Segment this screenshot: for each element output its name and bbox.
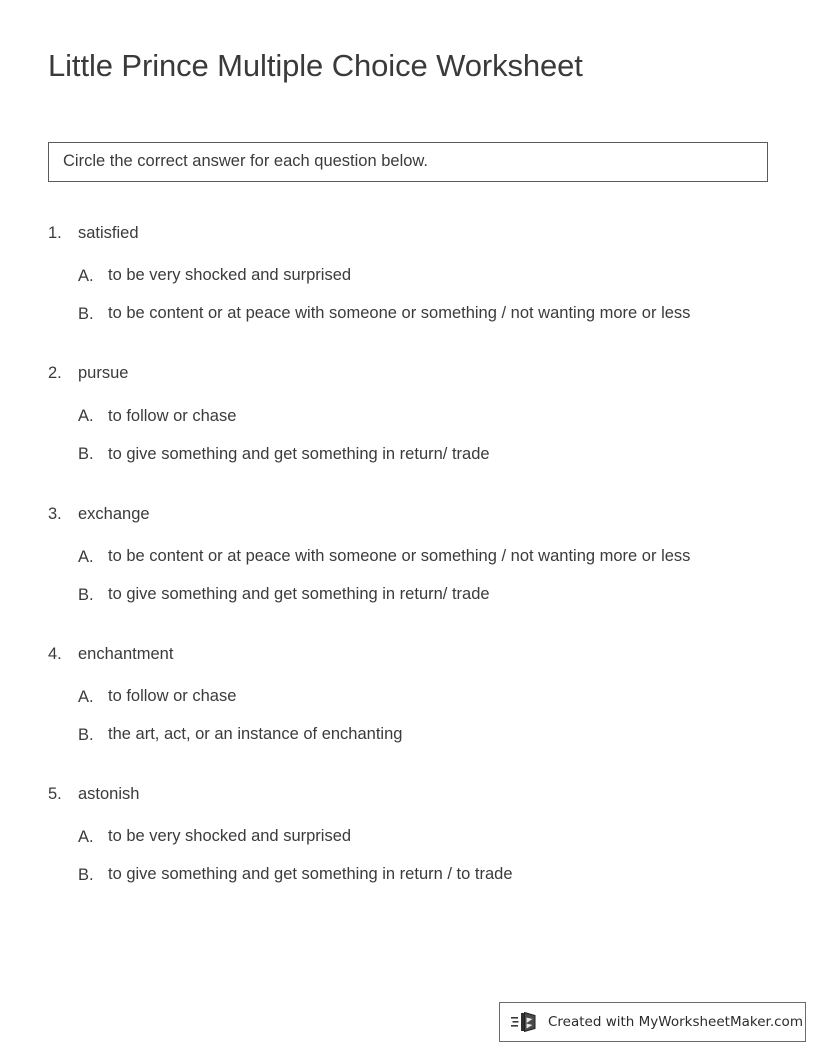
option-letter: B. (78, 866, 94, 885)
option-text: to follow or chase (108, 687, 237, 706)
option-letter: B. (78, 305, 94, 324)
option-letter: A. (78, 407, 94, 426)
option-text: to be very shocked and surprised (108, 827, 352, 846)
question-block (0, 783, 816, 923)
question-term: astonish (78, 785, 140, 804)
option-text: the art, act, or an instance of enchanting (108, 725, 403, 744)
question-heading (0, 222, 816, 244)
question-heading (0, 362, 816, 384)
option-text: to follow or chase (108, 406, 237, 425)
question-number: 3. (48, 504, 62, 523)
question-block (0, 503, 816, 643)
option-text: to be content or at peace with someone or something / not wanting more or less (108, 304, 691, 323)
question-heading (0, 643, 816, 665)
option-letter: A. (78, 267, 94, 286)
option-text: to be content or at peace with someone or something / not wanting more or less (108, 546, 691, 565)
instructions-box (48, 142, 768, 182)
badge-label: Created with MyWorksheetMaker.com (548, 1013, 803, 1030)
instructions-text: Circle the correct answer for each question below. (63, 152, 429, 171)
page-title: Little Prince Multiple Choice Worksheet (48, 48, 583, 83)
answer-option[interactable] (0, 545, 816, 569)
question-block (0, 643, 816, 783)
question-heading (0, 503, 816, 525)
answer-option[interactable] (0, 302, 816, 326)
option-letter: B. (78, 585, 94, 604)
option-letter: B. (78, 445, 94, 464)
question-number: 2. (48, 364, 62, 383)
option-text: to give something and get something in return / to trade (108, 865, 513, 884)
answer-option[interactable] (0, 825, 816, 849)
option-text: to give something and get something in return/ trade (108, 444, 490, 463)
question-block (0, 362, 816, 502)
question-term: enchantment (78, 644, 174, 663)
answer-option[interactable] (0, 863, 816, 887)
answer-option[interactable] (0, 405, 816, 429)
created-with-badge[interactable] (499, 1002, 806, 1042)
answer-option[interactable] (0, 723, 816, 747)
question-term: pursue (78, 364, 129, 383)
answer-option[interactable] (0, 443, 816, 467)
question-heading (0, 783, 816, 805)
question-number: 5. (48, 785, 62, 804)
questions-list (0, 222, 816, 923)
question-number: 1. (48, 224, 62, 242)
option-text: to give something and get something in return/ trade (108, 584, 490, 603)
option-text: to be very shocked and surprised (108, 266, 352, 285)
question-block (0, 222, 816, 362)
worksheet-maker-logo-icon (510, 1009, 544, 1035)
answer-option[interactable] (0, 264, 816, 288)
option-letter: A. (78, 828, 94, 847)
question-term: exchange (78, 504, 150, 523)
question-number: 4. (48, 644, 62, 663)
option-letter: B. (78, 725, 94, 744)
option-letter: A. (78, 687, 94, 706)
answer-option[interactable] (0, 583, 816, 607)
answer-option[interactable] (0, 685, 816, 709)
question-term: satisfied (78, 224, 139, 242)
option-letter: A. (78, 547, 94, 566)
